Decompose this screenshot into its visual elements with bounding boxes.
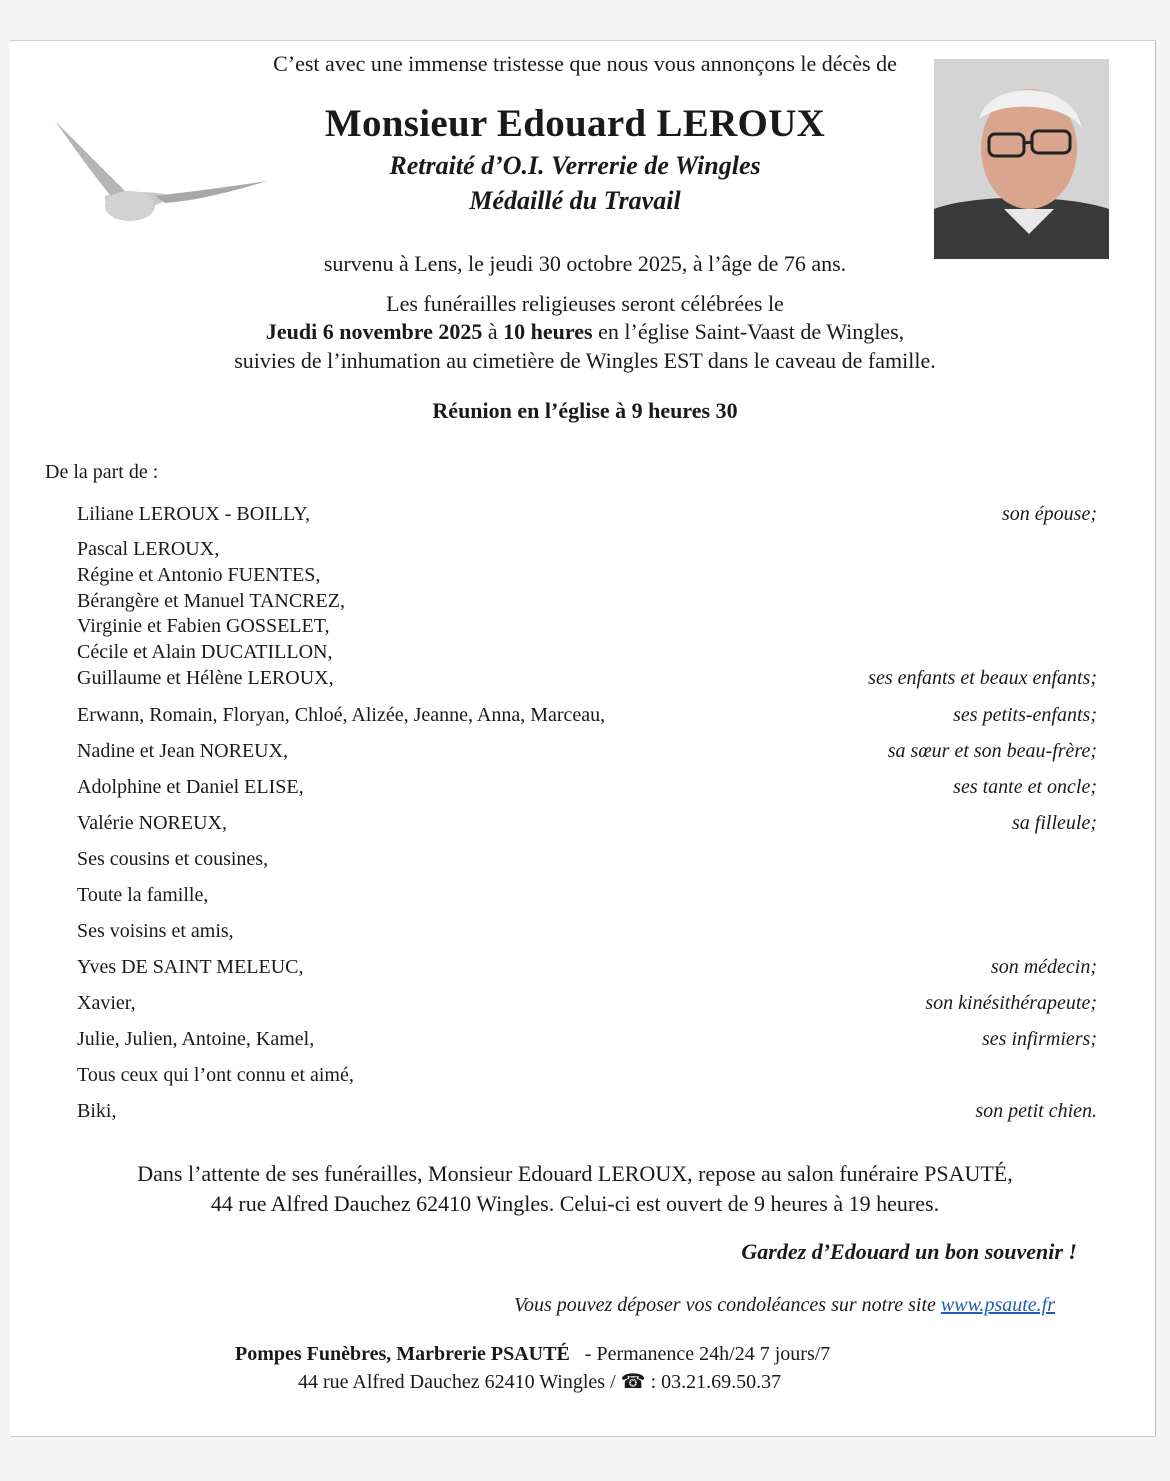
intro-text: C’est avec une immense tristesse que nous vous annonçons le décès de — [273, 51, 897, 76]
deceased-title-1: Retraité d’O.I. Verrerie de Wingles — [389, 151, 761, 180]
rest-line-2: 44 rue Alfred Dauchez 62410 Wingles. Celui-ci est ouvert de 9 heures à 19 heures. — [210, 1191, 940, 1216]
family-name: Ses voisins et amis, — [77, 920, 234, 942]
family-name: Valérie NOREUX, — [77, 812, 227, 834]
family-relation: sa sœur et son beau-frère; — [887, 740, 1097, 762]
family-name: Biki, — [77, 1100, 117, 1122]
family-name: Nadine et Jean NOREUX, — [77, 740, 289, 762]
funeral-line-2 — [10, 319, 1160, 345]
funeral-hour: 10 heures — [503, 319, 593, 344]
family-name: Xavier, — [77, 992, 136, 1014]
funeral-place: en l’église Saint-Vaast de Wingles, — [592, 319, 905, 344]
portrait-photo — [934, 59, 1109, 259]
company-phone: : 03.21.69.50.37 — [645, 1371, 782, 1393]
condolences-line — [514, 1294, 1055, 1317]
family-name: Adolphine et Daniel ELISE, — [77, 776, 304, 798]
company-name: Pompes Funèbres, Marbrerie PSAUTÉ — [235, 1343, 570, 1365]
family-relation: sa filleule; — [1012, 812, 1097, 834]
condolences-link[interactable]: www.psaute.fr — [940, 1294, 1055, 1316]
family-name: Ses cousins et cousines, — [77, 848, 269, 870]
company-address-line — [298, 1369, 781, 1394]
family-name: Liliane LEROUX - BOILLY, — [77, 503, 311, 525]
funeral-line-3: suivies de l’inhumation au cimetière de Wingles EST dans le caveau de famille. — [234, 348, 936, 373]
company-permanence: - Permanence 24h/24 7 jours/7 — [584, 1343, 831, 1365]
obituary-page — [10, 40, 1156, 1437]
family-relation: ses infirmiers; — [982, 1028, 1097, 1050]
family-relation: son épouse; — [1002, 503, 1097, 525]
funeral-date: Jeudi 6 novembre 2025 — [265, 319, 483, 344]
family-name: Guillaume et Hélène LEROUX, — [77, 667, 334, 689]
family-name: Bérangère et Manuel TANCREZ, — [77, 589, 345, 612]
family-name: Toute la famille, — [77, 884, 209, 906]
family-relation: ses enfants et beaux enfants; — [868, 667, 1097, 689]
condolences-text: Vous pouvez déposer vos condoléances sur notre site — [513, 1294, 941, 1316]
family-relation: son kinésithérapeute; — [925, 992, 1097, 1014]
family-relation: ses tante et oncle; — [953, 776, 1097, 798]
deceased-name: Monsieur Edouard LEROUX — [324, 102, 826, 145]
family-name: Julie, Julien, Antoine, Kamel, — [77, 1028, 315, 1050]
company-address: 44 rue Alfred Dauchez 62410 Wingles / — [298, 1371, 621, 1393]
from-label: De la part de : — [45, 461, 159, 483]
family-relation: ses petits-enfants; — [953, 704, 1097, 726]
funeral-line-1: Les funérailles religieuses seront célébrées le — [386, 291, 784, 316]
rest-line-1: Dans l’attente de ses funérailles, Monsieur Edouard LEROUX, repose au salon funéraire PSAUTÉ, — [137, 1161, 1013, 1186]
death-line: survenu à Lens, le jeudi 30 octobre 2025, à l’âge de 76 ans. — [323, 251, 847, 276]
family-name: Cécile et Alain DUCATILLON, — [77, 641, 333, 664]
family-name: Pascal LEROUX, — [77, 538, 220, 560]
meeting-line: Réunion en l’église à 9 heures 30 — [432, 398, 738, 423]
family-relation: son petit chien. — [975, 1100, 1097, 1122]
family-name: Yves DE SAINT MELEUC, — [77, 956, 304, 978]
family-name: Régine et Antonio FUENTES, — [77, 563, 321, 586]
telephone-icon: ☎ — [620, 1371, 646, 1393]
deceased-title-2: Médaillé du Travail — [469, 186, 681, 215]
family-name: Virginie et Fabien GOSSELET, — [77, 615, 330, 638]
funeral-a: à — [482, 319, 504, 344]
family-name: Tous ceux qui l’ont connu et aimé, — [77, 1064, 354, 1086]
family-name: Erwann, Romain, Floryan, Chloé, Alizée, Jeanne, Anna, Marceau, — [77, 704, 606, 726]
family-relation: son médecin; — [990, 956, 1097, 978]
company-line — [235, 1343, 830, 1366]
souvenir-text: Gardez d’Edouard un bon souvenir ! — [741, 1239, 1077, 1264]
